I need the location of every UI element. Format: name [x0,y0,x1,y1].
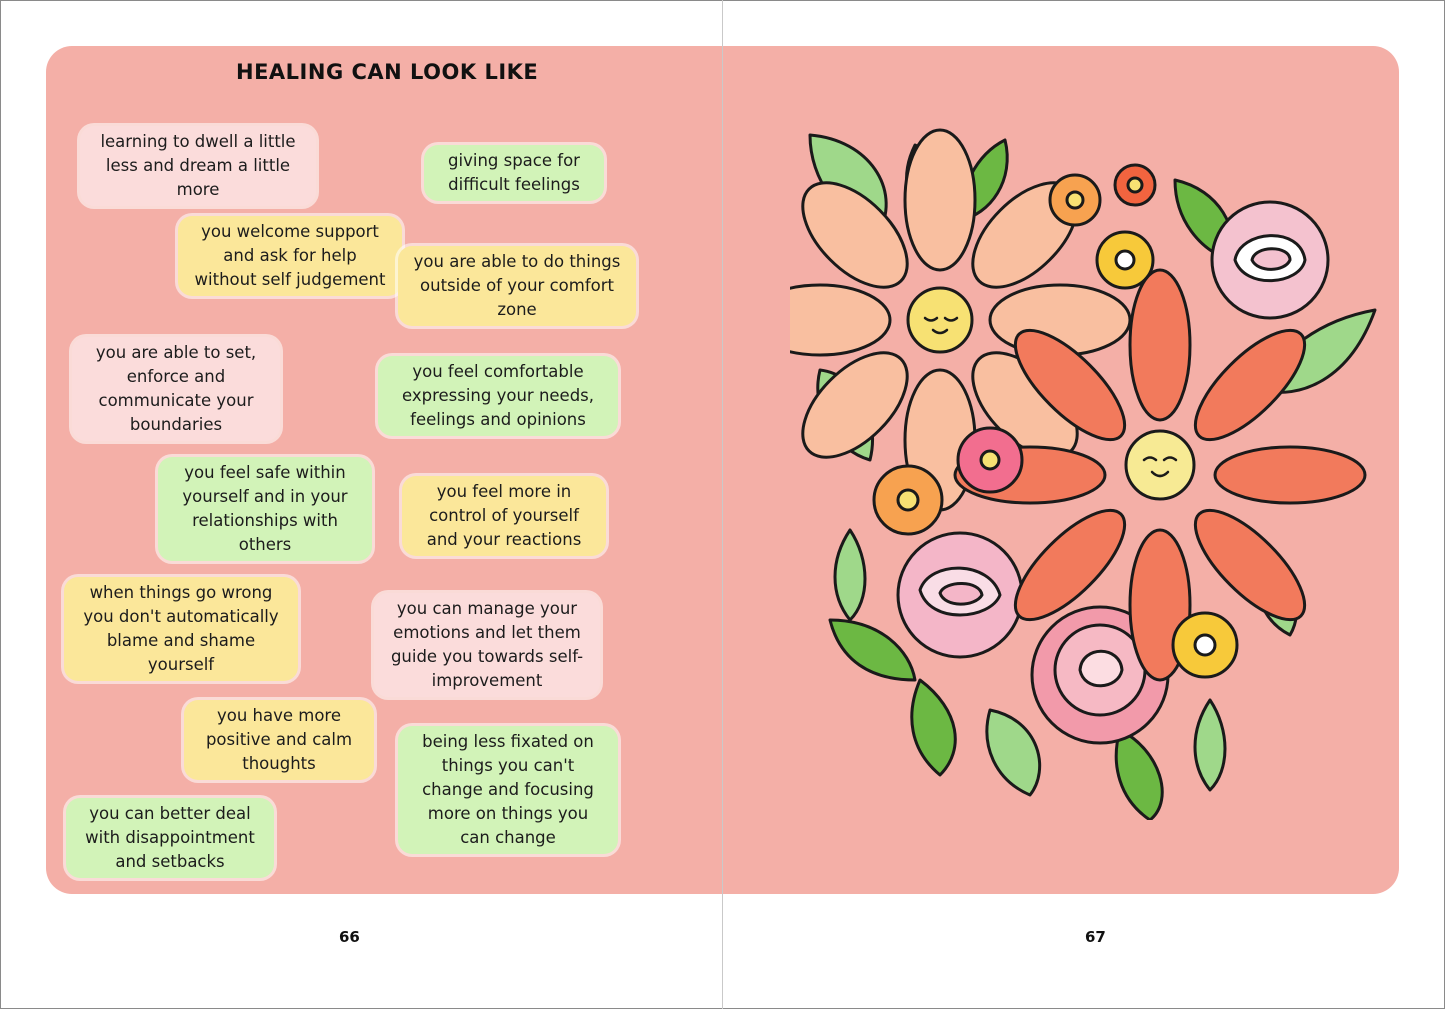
small-flower-icon [874,466,942,534]
rose-icon [1212,202,1328,318]
book-gutter [722,0,723,1009]
page-title: HEALING CAN LOOK LIKE [236,60,539,84]
small-flower-icon [958,428,1022,492]
page-number-right: 67 [1085,928,1106,946]
small-flower-icon [1050,175,1100,225]
page-number-left: 66 [339,928,360,946]
healing-item: you can better deal with disappointment and setbacks [66,798,274,878]
healing-item: when things go wrong you don't automatically blame and shame yourself [64,577,298,681]
leaf-icon [1195,700,1225,790]
healing-item: learning to dwell a little less and dream a little more [80,126,316,206]
healing-item: giving space for difficult feelings [424,145,604,201]
leaf-icon [830,620,915,680]
leaf-icon [835,530,865,620]
small-flower-icon [1173,613,1237,677]
healing-item: you feel safe within yourself and in your relationships with others [158,457,372,561]
healing-item: you feel more in control of yourself and your reactions [402,476,606,556]
small-flower-icon [1097,232,1153,288]
healing-item: you welcome support and ask for help without self judgement [178,216,402,296]
healing-item: you have more positive and calm thoughts [184,700,374,780]
rose-icon [898,533,1022,657]
healing-item: you can manage your emotions and let them guide you towards self-improvement [374,593,600,697]
leaf-icon [1116,730,1162,820]
healing-item: being less fixated on things you can't change and focusing more on things you can change [398,726,618,854]
healing-item: you are able to set, enforce and communicate your boundaries [72,337,280,441]
flower-bouquet-illustration [790,120,1390,820]
leaf-icon [987,710,1040,795]
leaf-icon [912,680,955,775]
small-flower-icon [1115,165,1155,205]
healing-item: you feel comfortable expressing your needs, feelings and opinions [378,356,618,436]
healing-item: you are able to do things outside of your comfort zone [398,246,636,326]
